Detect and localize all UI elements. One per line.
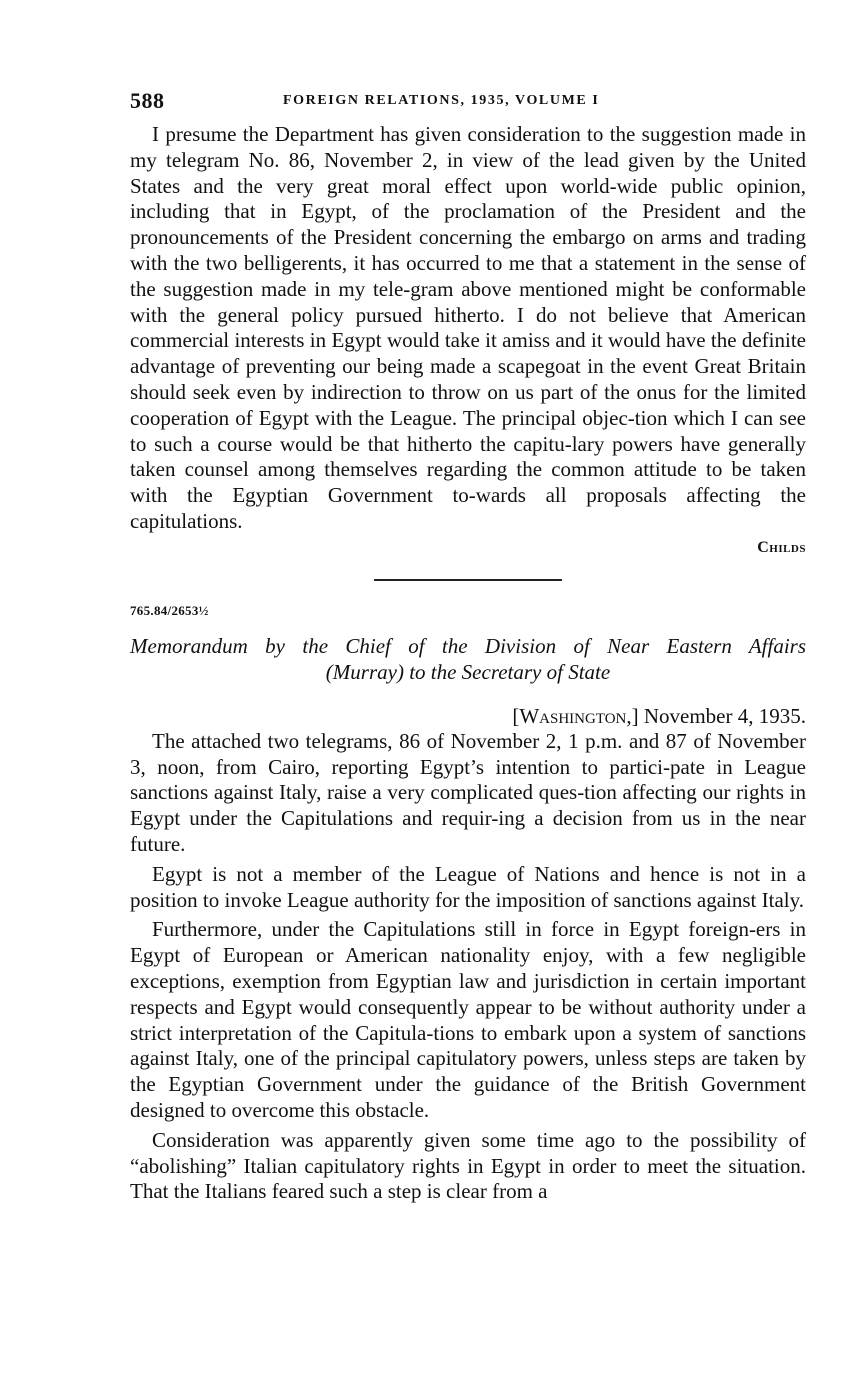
document-title-line-2: (Murray) to the Secretary of State <box>325 659 611 684</box>
memo-paragraph-2: Egypt is not a member of the League of Nations and hence is not in a position to invoke League authority for the imposition of sanctions against Italy. <box>130 861 806 912</box>
document-title <box>130 633 806 685</box>
file-number: 765.84/2653½ <box>130 602 209 618</box>
dateline-place: [Washington,] <box>512 703 639 728</box>
page-number: 588 <box>130 88 165 113</box>
section-divider <box>374 579 562 581</box>
running-header <box>130 88 806 122</box>
signature: Childs <box>757 538 806 556</box>
dateline <box>130 703 806 729</box>
memo-paragraph-4: Consideration was apparently given some time ago to the possibility of “abolishing” Italian capitulatory rights in Egypt in order to meet the situation. That the Italians feared such a step is clear from a <box>130 1127 806 1204</box>
document-title-line-1: Memorandum by the Chief of the Division of Near Eastern Affairs <box>130 633 806 658</box>
dateline-date: November 4, 1935. <box>643 703 806 728</box>
telegram-closing-paragraph: I presume the Department has given consideration to the suggestion made in my telegram No. 86, November 2, in view of the lead given by the United States and the very great moral effect upon world-wide public opinion, including that in Egypt, of the proclamation of the President and the pronouncements of the President concerning the embargo on arms and trading with the two belligerents, it has occurred to me that a statement in the sense of the suggestion made in my tele-gram above mentioned might be conformable with the general policy pursued hitherto. I do not believe that American commercial interests in Egypt would take it amiss and it would have the definite advantage of preventing our being made a scapegoat in the event Great Britain should seek even by indirection to throw on us part of the onus for the limited cooperation of Egypt with the League. The principal objec-tion which I can see to such a course would be that hitherto the capitu-lary powers have generally taken counsel among themselves regarding the common attitude to be taken with the Egyptian Government to-wards all proposals affecting the capitulations. <box>130 122 806 533</box>
running-title: FOREIGN RELATIONS, 1935, VOLUME I <box>283 93 600 108</box>
page-content <box>130 88 806 1205</box>
memo-paragraph-1: The attached two telegrams, 86 of November 2, 1 p.m. and 87 of November 3, noon, from Cairo, reporting Egypt’s intention to partici-pate in League sanctions against Italy, raise a very complicated ques-tion affecting our rights in Egypt under the Capitulations and requir-ing a decision from us in the near future. <box>130 728 806 856</box>
memo-paragraph-3: Furthermore, under the Capitulations still in force in Egypt foreign-ers in Egypt of European or American nationality enjoy, with a few negligible exceptions, exemption from Egyptian law and jurisdiction in certain important respects and Egypt would consequently appear to be without authority under a strict interpretation of the Capitula-tions to embark upon a system of sanctions against Italy, one of the principal capitulatory powers, unless steps are taken by the Egyptian Government under the guidance of the British Government designed to overcome this obstacle. <box>130 917 806 1122</box>
